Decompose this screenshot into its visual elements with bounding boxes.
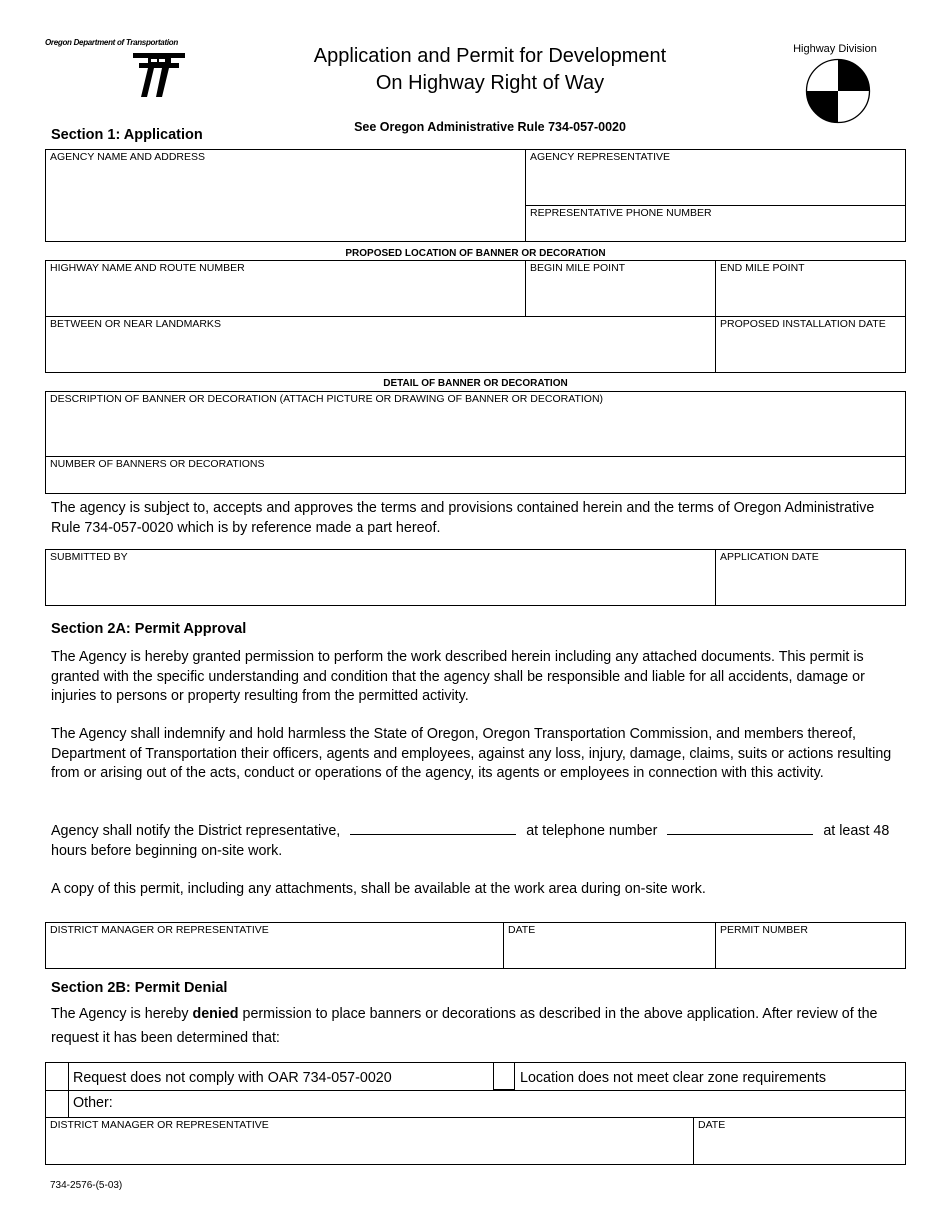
submitted-by-field[interactable] bbox=[46, 550, 715, 605]
detail-caption: DETAIL OF BANNER OR DECORATION bbox=[383, 378, 568, 389]
number-of-banners-label: NUMBER OF BANNERS OR DECORATIONS bbox=[50, 458, 265, 470]
agency-representative-field[interactable] bbox=[526, 150, 905, 205]
permit-number-field[interactable] bbox=[716, 923, 905, 968]
denial-district-manager-label: DISTRICT MANAGER OR REPRESENTATIVE bbox=[50, 1119, 269, 1131]
approval-paragraph: The Agency is hereby granted permission to perform the work described herein including any attached documents. This permit is granted with the specific understanding and condition that the agency shall be responsible and liable for all accidents, damage or injuries to persons or property resulting from the permitted activity. bbox=[51, 649, 865, 704]
application-date-field[interactable] bbox=[716, 550, 905, 605]
description-label: DESCRIPTION OF BANNER OR DECORATION (ATTACH PICTURE OR DRAWING OF BANNER OR DECORATION) bbox=[50, 393, 604, 405]
section1-heading: Section 1: Application bbox=[51, 127, 203, 143]
notify-text-3: at least 48 hours before beginning on-site work. bbox=[51, 823, 890, 859]
location-caption: PROPOSED LOCATION OF BANNER OR DECORATION bbox=[345, 248, 606, 259]
agency-representative-label: AGENCY REPRESENTATIVE bbox=[530, 151, 671, 163]
option-not-comply-label: Request does not comply with OAR 734-057-0020 bbox=[73, 1070, 392, 1086]
checkbox-clear-zone[interactable] bbox=[493, 1062, 515, 1090]
section2b-heading: Section 2B: Permit Denial bbox=[51, 980, 228, 996]
indemnify-paragraph: The Agency shall indemnify and hold harmless the State of Oregon, Oregon Transportation Commission, and members thereof, Department of Transportation their officers, agents and employees, against any loss, injury, damage, claims, suits or actions resulting from or arising out of the acts, conduct or operations of the agency, its agents or employees in connection with this activity. bbox=[51, 726, 892, 781]
approval-district-manager-field[interactable] bbox=[46, 923, 503, 968]
notify-text-1: Agency shall notify the District representative, bbox=[51, 823, 341, 839]
telephone-number-blank[interactable] bbox=[667, 822, 813, 835]
notify-paragraph bbox=[51, 822, 906, 861]
section2a-heading: Section 2A: Permit Approval bbox=[51, 621, 247, 637]
install-date-label: PROPOSED INSTALLATION DATE bbox=[720, 318, 886, 330]
end-mile-label: END MILE POINT bbox=[720, 262, 805, 274]
install-date-field[interactable] bbox=[716, 317, 905, 372]
highway-route-field[interactable] bbox=[46, 261, 525, 316]
begin-mile-field[interactable] bbox=[526, 261, 715, 316]
denial-date-field[interactable] bbox=[694, 1118, 905, 1164]
denied-emphasis: denied bbox=[192, 1006, 239, 1022]
odot-emblem-icon bbox=[131, 50, 187, 98]
checkbox-not-comply[interactable] bbox=[46, 1063, 68, 1090]
approval-date-label: DATE bbox=[508, 924, 536, 936]
agency-name: Oregon Department of Transportation bbox=[45, 38, 178, 47]
agency-name-address-field[interactable] bbox=[46, 150, 525, 241]
landmarks-label: BETWEEN OR NEAR LANDMARKS bbox=[50, 318, 221, 330]
copy-paragraph: A copy of this permit, including any attachments, shall be available at the work area during on-site work. bbox=[51, 881, 706, 897]
representative-phone-label: REPRESENTATIVE PHONE NUMBER bbox=[530, 207, 712, 219]
form-title-line1: Application and Permit for Development bbox=[313, 45, 667, 67]
division-label: Highway Division bbox=[793, 43, 877, 55]
denial-date-label: DATE bbox=[698, 1119, 726, 1131]
submitted-by-label: SUBMITTED BY bbox=[50, 551, 128, 563]
denial-text-post: permission to place banners or decorations as described in the above application. After review of the request it has been determined that: bbox=[51, 1006, 878, 1046]
end-mile-field[interactable] bbox=[716, 261, 905, 316]
agency-name-address-label: AGENCY NAME AND ADDRESS bbox=[50, 151, 206, 163]
terms-text: The agency is subject to, accepts and approves the terms and provisions contained herein and the terms of Oregon Administrative Rule 734-057-0020 which is by reference made a part hereof. bbox=[51, 500, 875, 536]
checkbox-other[interactable] bbox=[46, 1091, 68, 1117]
denial-district-manager-field[interactable] bbox=[46, 1118, 693, 1164]
highway-division-seal-icon bbox=[805, 58, 871, 124]
notify-text-2: at telephone number bbox=[526, 823, 658, 839]
form-title-line2: On Highway Right of Way bbox=[375, 72, 605, 94]
odot-logo bbox=[45, 38, 195, 100]
landmarks-field[interactable] bbox=[46, 317, 715, 372]
approval-district-manager-label: DISTRICT MANAGER OR REPRESENTATIVE bbox=[50, 924, 269, 936]
number-of-banners-field[interactable] bbox=[46, 457, 905, 493]
description-field[interactable] bbox=[46, 392, 905, 456]
highway-route-label: HIGHWAY NAME AND ROUTE NUMBER bbox=[50, 262, 245, 274]
form-number: 734-2576-(5-03) bbox=[50, 1180, 123, 1191]
permit-number-label: PERMIT NUMBER bbox=[720, 924, 808, 936]
option-clear-zone-label: Location does not meet clear zone requirements bbox=[520, 1070, 826, 1086]
application-date-label: APPLICATION DATE bbox=[720, 551, 819, 563]
denial-text-pre: The Agency is hereby bbox=[51, 1006, 193, 1022]
option-other-label: Other: bbox=[73, 1095, 113, 1111]
denial-paragraph bbox=[51, 1002, 906, 1050]
begin-mile-label: BEGIN MILE POINT bbox=[530, 262, 626, 274]
rule-reference: See Oregon Administrative Rule 734-057-0020 bbox=[354, 120, 626, 134]
approval-date-field[interactable] bbox=[504, 923, 715, 968]
district-representative-blank[interactable] bbox=[350, 822, 516, 835]
representative-phone-field[interactable] bbox=[526, 206, 905, 241]
